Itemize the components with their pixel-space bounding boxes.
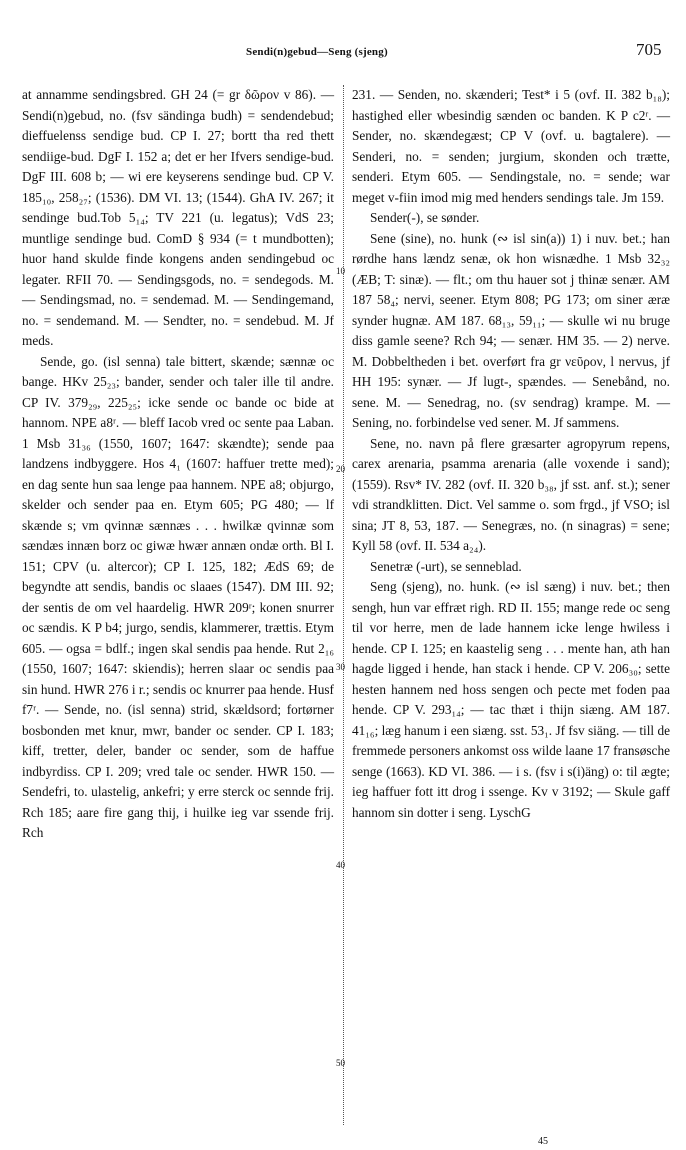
line-number: 10 <box>336 266 345 276</box>
line-number: 30 <box>336 662 345 672</box>
entry-paragraph: 231. — Senden, no. skænderi; Test* i 5 (ovf. II. 382 b₁₈); hastighed eller wbesindig sænden oc banden. K P c2ʳ. — Sender, no. skændegæst; CP V (ovf. u. bagtalere). — Senderi, no. = senden; jurgium, skonden och trætte, senderi. Etym 605. — Sendingstale, no. = sende; war meget v-fiin imod mig med henders sendings tale. Jm 159. <box>352 87 670 205</box>
right-column <box>352 85 670 823</box>
left-column <box>22 85 334 844</box>
entry-paragraph: Sender(-), se sønder. <box>370 210 480 225</box>
line-number: 40 <box>336 860 345 870</box>
entry-paragraph: Sene, no. navn på flere græsarter agropyrum repens, carex arenaria, psamma arenaria (alle voxende i sand); (1559). Rsv* IV. 282 (ovf. II. 320 b₃₈, jf sst. anf. st.); sener vdi strandklitten. Dict. Vel samme o. som frgd., jf VSO; isl sina; JT 8, 53, 187. — Senegræs, no. (n sinagras) = sene; Kyll 58 (ovf. II. 534 a₂₄). <box>352 435 670 553</box>
column-divider <box>343 85 345 1125</box>
line-number: 20 <box>336 464 345 474</box>
entry-paragraph: Seng (sjeng), no. hunk. (∾ isl sæng) i nuv. bet.; then sengh, hun var effræt righ. RD II. 155; mange rede oc seng til vor herre, men de lade hannem icke lenge hwiless i hende. CP I. 125; en kaastelig seng . . . mente han, ath han hagde ligged i hende, han stack i hende. CP V. 206₃₀; sette hesten hannem ned hoss sengen och pecte met foden paa hende. CP V. 293₁₄; — tac thæt i thijn siæng. AM 187. 41₁₆; læg hanum i een siæng. sst. 53₁. Jf fsv siäng. — till de fremmede personers ankomst oss wilde laane 17 fransøsche senge (1663). KD VI. 386. — i s. (fsv i s(i)äng) o: til ægte; ieg haffuer fott itt drog i ssenge. Kv v 3192; — Skule gaff hannom sin dotter i seng. LyschG <box>352 579 670 820</box>
signature-mark: 45 <box>538 1136 548 1147</box>
entry-paragraph: Sene (sine), no. hunk (∾ isl sin(a)) 1) i nuv. bet.; han rørdhe hans lændz senæ, ok hon wisnædhe. 1 Msb 32₃₂ (ÆB; T: sinæ). — flt.; om thu hauer sot j thinæ senær. AM 187 58₄; nervi, seener. Etym 808; PG 173; om siner æræ synder hugnæ. AM 187. 68₁₃, 59₁₁; — skulle wi nu bruge diss gamle seene? Rch 94; — senær. HM 35. — 2) nerve. M. Dobbeltheden i bet. overført fra gr νεῦρον, l nervus, jf HH 195: synær. — Jf lugt-, spændes. — Senebånd, no. sene. M. — Senedrag, no. (sv sendrag) krampe. M. — Sening, no. forbindelse ved sener. M. Jf sammens. <box>352 230 670 430</box>
line-number: 50 <box>336 1058 345 1068</box>
page-number: 705 <box>636 40 662 59</box>
running-head: Sendi(n)gebud—Seng (sjeng) <box>246 46 388 58</box>
entry-paragraph: Senetræ (-urt), se senneblad. <box>370 558 522 574</box>
entry-paragraph: at annamme sendingsbred. GH 24 (= gr δῶρον v 86). — Sendi(n)gebud, no. (fsv sändinga budh) = sendendebud; dieffuelenss sendige bud. CP I. 27; bortt tha red thett sendiige-bud. DgF I. 152 a; det er her Ifvers sendige-bud. DgF III. 608 b; — wi ere keyserens sendinge bud. CP V. 185₁₀, 258₂₇; (1536). DM VI. 13; (1544). GhA IV. 267; it sendinge bud.Tob 5₁₄; TV 221 (u. legatus); VdS 23; muntlige sendinge bud. ComD § 934 (= t mundbotten); huor hand skulde finde kongens anden sendingebud oc legater. RFII 70. — Sendingsgods, no. = sendegods. M. — Sendingsmad, no. = sendemad. M. — Sendingemand, no. = sendemand. M. — Sendter, no. = sendebud. M. Jf meds. <box>22 87 334 348</box>
page-header <box>0 40 686 64</box>
entry-paragraph: Sende, go. (isl senna) tale bittert, skænde; sænnæ oc bange. HKv 25₂₃; bander, sender och taler ille til andre. CP IV. 379₂₉, 225₂₅; icke sende oc bande oc bide at hannom. NPE a8ʳ. — bleff Iacob vred oc sente paa Laban. 1 Msb 31₃₆ (1550, 1607; 1647: skændte); sende paa landzens indbyggere. Hos 4₁ (1607: haffuer trette med); en dag sente hun saa lenge paa hannem. NPE a8; objurgo, skelder och sender paa en. Etym 605; PG 480; — lf skænde s; vm qvinnæ sænnæs . . . hwilkæ qvinnæ som sændæs innæn borz oc giwæ hwær annæn ondæ orth. Bl I. 151; CPV (u. altercor); CP I. 125, 182; ÆdS 69; de begyndte att sendis, bandis oc slaaes (1547). DM III. 92; der sentis de om vel haardelig. HWR 209ʳ; konen snurrer oc sændis. K P b4; jurgo, sendis, klammerer, trættis. Etym 605. — ogsa = bdlf.; ingen skal sendis paa hende. Rut 2₁₆ (1550, 1607; 1647: skiendis); herren slaar oc sendis paa sin hund. HWR 276 i r.; sendis oc knurrer paa hende. Husf f7ʳ. — Sende, no. (isl senna) strid, skældsord; fortørner bosbonden met knur, mwr, bander oc sender. CP I. 183; kiff, tretter, deler, bander oc sender, som de haffue indbyrdiss. CP I. 209; vred tale oc sender. HWR 150. — Sendefri, to. ulastelig, ankefri; y erre sterck oc sennde frij. Rch 185; aare fire gang thij, i huilke ieg var ssende frij. Rch <box>22 353 334 840</box>
